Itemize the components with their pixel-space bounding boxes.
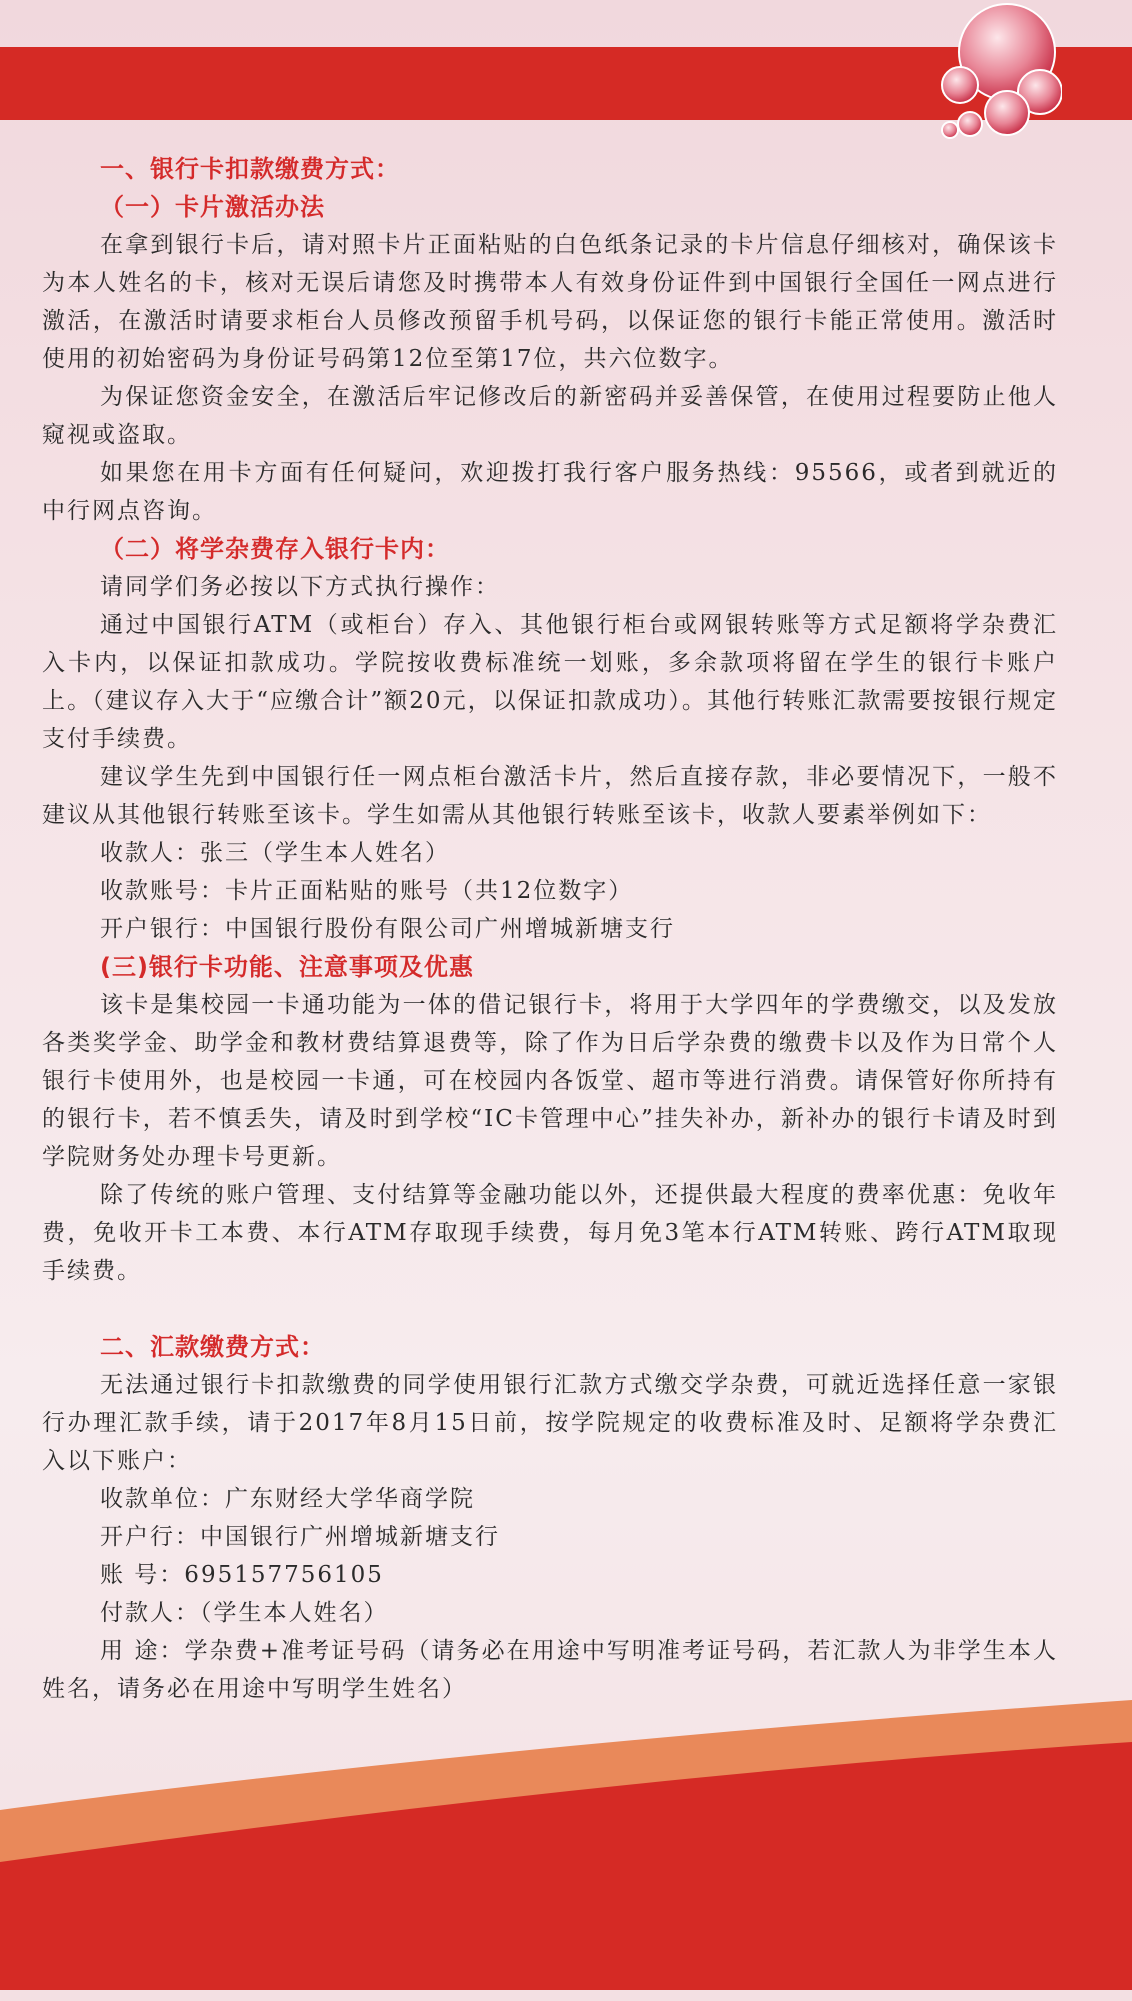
bank-line: 开户银行：中国银行股份有限公司广州增城新塘支行 bbox=[100, 916, 675, 942]
paragraph: 请同学们务必按以下方式执行操作： bbox=[100, 574, 500, 600]
decorative-bubbles bbox=[932, 0, 1062, 150]
spacer bbox=[42, 1290, 1058, 1328]
account-number-line: 账 号：695157756105 bbox=[100, 1562, 384, 1588]
section1-sub3-title: (三)银行卡功能、注意事项及优惠 bbox=[100, 953, 474, 981]
section1-sub2-title: （二）将学杂费存入银行卡内： bbox=[100, 535, 450, 563]
section1-title: 一、银行卡扣款缴费方式： bbox=[100, 155, 400, 183]
bottom-red-wave bbox=[0, 1700, 1132, 2001]
paragraph: 在拿到银行卡后，请对照卡片正面粘贴的白色纸条记录的卡片信息仔细核对，确保该卡为本人姓名的卡，核对无误后请您及时携带本人有效身份证件到中国银行全国任一网点进行激活，在激活时请要求柜台人员修改预留手机号码，以保证您的银行卡能正常使用。激活时使用的初始密码为身份证号码第12位至第17位，共六位数字。 bbox=[42, 232, 1058, 372]
paragraph: 该卡是集校园一卡通功能为一体的借记银行卡，将用于大学四年的学费缴交，以及发放各类奖学金、助学金和教材费结算退费等，除了作为日后学杂费的缴费卡以及作为日常个人银行卡使用外，也是校园一卡通，可在校园内各饭堂、超市等进行消费。请保管好你所持有的银行卡，若不慎丢失，请及时到学校“IC卡管理中心”挂失补办，新补办的银行卡请及时到学院财务处办理卡号更新。 bbox=[42, 992, 1058, 1170]
paragraph: 用 途：学杂费+准考证号码（请务必在用途中写明准考证号码，若汇款人为非学生本人姓名，请务必在用途中写明学生姓名） bbox=[42, 1638, 1058, 1702]
payer-line: 付款人：（学生本人姓名） bbox=[100, 1600, 389, 1626]
payee-line: 收款人：张三（学生本人姓名） bbox=[100, 840, 450, 866]
account-line: 收款账号：卡片正面粘贴的账号（共12位数字） bbox=[100, 878, 634, 904]
paragraph: 通过中国银行ATM（或柜台）存入、其他银行柜台或网银转账等方式足额将学杂费汇入卡内，以保证扣款成功。学院按收费标准统一划账，多余款项将留在学生的银行卡账户上。（建议存入大于“应缴合计”额20元，以保证扣款成功）。其他行转账汇款需要按银行规定支付手续费。 bbox=[42, 612, 1058, 752]
paragraph: 如果您在用卡方面有任何疑问，欢迎拨打我行客户服务热线：95566，或者到就近的中行网点咨询。 bbox=[42, 460, 1058, 524]
paragraph: 除了传统的账户管理、支付结算等金融功能以外，还提供最大程度的费率优惠：免收年费，免收开卡工本费、本行ATM存取现手续费，每月免3笔本行ATM转账、跨行ATM取现手续费。 bbox=[42, 1182, 1058, 1284]
section1-sub1-title: （一）卡片激活办法 bbox=[100, 193, 325, 221]
paragraph: 无法通过银行卡扣款缴费的同学使用银行汇款方式缴交学杂费，可就近选择任意一家银行办理汇款手续，请于2017年8月15日前，按学院规定的收费标准及时、足额将学杂费汇入以下账户： bbox=[42, 1372, 1058, 1474]
document-body bbox=[42, 150, 1058, 1708]
section2-title: 二、汇款缴费方式： bbox=[100, 1333, 325, 1361]
paragraph: 建议学生先到中国银行任一网点柜台激活卡片，然后直接存款，非必要情况下，一般不建议从其他银行转账至该卡。学生如需从其他银行转账至该卡，收款人要素举例如下： bbox=[42, 764, 1058, 828]
payee-unit-line: 收款单位：广东财经大学华商学院 bbox=[100, 1486, 475, 1512]
paragraph: 为保证您资金安全，在激活后牢记修改后的新密码并妥善保管，在使用过程要防止他人窥视或盗取。 bbox=[42, 384, 1058, 448]
bank-branch-line: 开户行：中国银行广州增城新塘支行 bbox=[100, 1524, 500, 1550]
